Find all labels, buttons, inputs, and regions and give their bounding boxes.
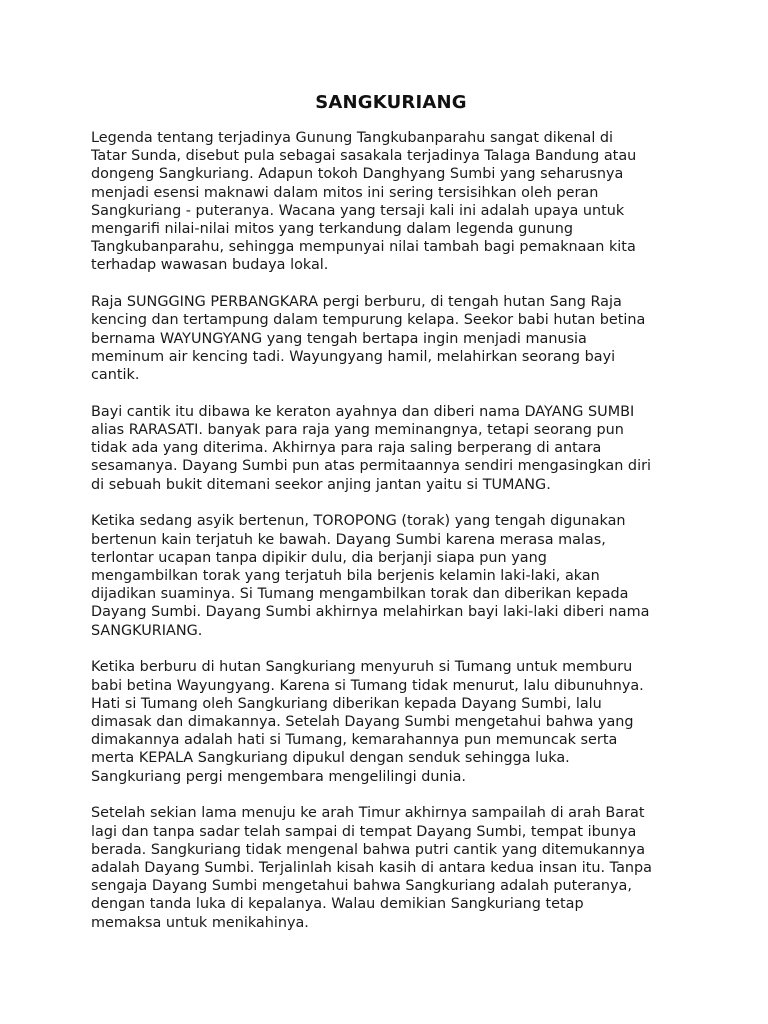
paragraph-intro: Legenda tentang terjadinya Gunung Tangkubanparahu sangat dikenal di Tatar Sunda, disebut pula sebagai sasakala terjadinya Talaga Bandung atau dongeng Sangkuriang. Adapun tokoh Danghyang Sumbi yang seharusnya menjadi esensi maknawi dalam mitos ini sering tersisihkan oleh peran Sangkuriang - puteranya. Wacana yang tersaji kali ini adalah upaya untuk mengarifi nilai-nilai mitos yang terkandung dalam legenda gunung Tangkubanparahu, sehingga mempunyai nilai tambah bagi pemaknaan kita terhadap wawasan budaya lokal. (91, 130, 637, 274)
paragraph-kembali: Setelah sekian lama menuju ke arah Timur akhirnya sampailah di arah Barat lagi dan tanpa sadar telah sampai di tempat Dayang Sumbi, tempat ibunya berada. Sangkuriang tidak mengenal bahwa putri cantik yang ditemukannya adalah Dayang Sumbi. Terjalinlah kisah kasih di antara kedua insan itu. Tanpa sengaja Dayang Sumbi mengetahui bahwa Sangkuriang adalah puteranya, dengan tanda luka di kepalanya. Walau demikian Sangkuriang tetap memaksa untuk menikahinya. (91, 805, 652, 931)
document-title: SANGKURIANG (315, 92, 467, 113)
paragraph-dayang-sumbi: Bayi cantik itu dibawa ke keraton ayahnya dan diberi nama DAYANG SUMBI alias RARASATI. banyak para raja yang meminangnya, tetapi seorang pun tidak ada yang diterima. Akhirnya para raja saling berperang di antara sesamanya. Dayang Sumbi pun atas permitaannya sendiri mengasingkan diri di sebuah bukit ditemani seekor anjing jantan yaitu si TUMANG. (91, 403, 651, 493)
paragraph-toropong: Ketika sedang asyik bertenun, TOROPONG (torak) yang tengah digunakan bertenun kain terjatuh ke bawah. Dayang Sumbi karena merasa malas, terlontar ucapan tanpa dipikir dulu, dia berjanji siapa pun yang mengambilkan torak yang terjatuh bila berjenis kelamin laki-laki, akan dijadikan suaminya. Si Tumang mengambilkan torak dan diberikan kepada Dayang Sumbi. Dayang Sumbi akhirnya melahirkan bayi laki-laki diberi nama SANGKURIANG. (91, 513, 650, 639)
paragraph-berburu: Ketika berburu di hutan Sangkuriang menyuruh si Tumang untuk memburu babi betina Wayungyang. Karena si Tumang tidak menurut, lalu dibunuhnya. Hati si Tumang oleh Sangkuriang diberikan kepada Dayang Sumbi, lalu dimasak dan dimakannya. Setelah Dayang Sumbi mengetahui bahwa yang dimakannya adalah hati si Tumang, kemarahannya pun memuncak serta merta KEPALA Sangkuriang dipukul dengan senduk sehingga luka. Sangkuriang pergi mengembara mengelilingi dunia. (91, 659, 644, 785)
document-page (91, 92, 691, 950)
paragraph-raja-sungging: Raja SUNGGING PERBANGKARA pergi berburu, di tengah hutan Sang Raja kencing dan tertampung dalam tempurung kelapa. Seekor babi hutan betina bernama WAYUNGYANG yang tengah bertapa ingin menjadi manusia meminum air kencing tadi. Wayungyang hamil, melahirkan seorang bayi cantik. (91, 294, 646, 384)
